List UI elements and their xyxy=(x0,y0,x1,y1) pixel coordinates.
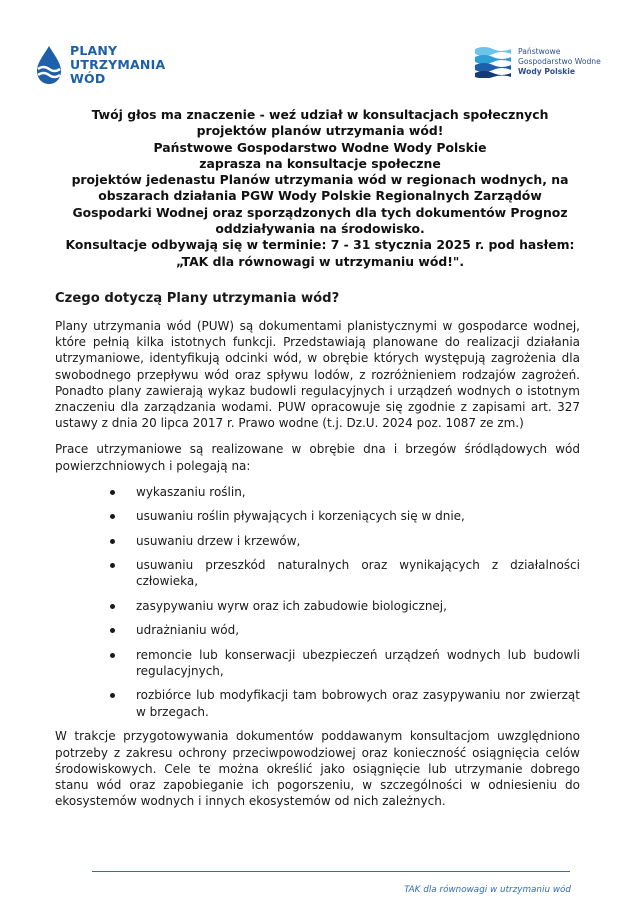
paragraph-environmental-goals: W trakcje przygotowywania dokumentów poddawanym konsultacjom uwzględniono potrzeby z zakresu ochrony przeciwpowodziowej oraz konieczność osiągnięcia celów środowiskowych. Cele te można określić jako osiągnięcie lub utrzymanie dobrego stanu wód oraz zapobieganie ich pogorszeniu, w szczególności w odniesieniu do ekosystemów wodnych i innych ekosystemów od nich zależnych. xyxy=(55,729,580,809)
page-header xyxy=(0,0,635,100)
intro-line-3: zaprasza na konsultacje społeczne xyxy=(199,155,441,171)
intro-line-2: Państwowe Gospodarstwo Wodne Wody Polskie xyxy=(153,139,487,155)
logo-line-2: UTRZYMANIA xyxy=(70,57,166,72)
footer-slogan: TAK dla równowagi w utrzymaniu wód xyxy=(404,885,571,895)
list-item: usuwaniu roślin pływających i korzeniących się w dnie, xyxy=(110,508,580,524)
list-item: wykaszaniu roślin, xyxy=(110,484,580,500)
logo-line-3: WÓD xyxy=(70,71,106,86)
footer-divider xyxy=(92,871,570,872)
plany-utrzymania-wod-logo xyxy=(34,44,165,86)
maintenance-works-list xyxy=(55,484,580,720)
intro-line-1: Twój głos ma znaczenie - weź udział w konsultacjach społecznych projektów planów utrzymania wód! xyxy=(91,107,549,139)
intro-line-6: „TAK dla równowagi w utrzymaniu wód!". xyxy=(175,253,465,269)
paragraph-maintenance-intro: Prace utrzymaniowe są realizowane w obrębie dna i brzegów śródlądowych wód powierzchniowych i polegają na: xyxy=(55,442,580,473)
section-title: Czego dotyczą Plany utrzymania wód? xyxy=(55,291,340,306)
waves-icon xyxy=(474,45,512,78)
intro-line-5: Konsultacje odbywają się w terminie: 7 - 31 stycznia 2025 r. pod hasłem: xyxy=(65,237,575,253)
list-item: zasypywaniu wyrw oraz ich zabudowie biologicznej, xyxy=(110,598,580,614)
main-content xyxy=(55,290,580,819)
list-item: usuwaniu przeszkód naturalnych oraz wynikających z działalności człowieka, xyxy=(110,557,580,590)
logo-right-line-2: Gospodarstwo Wodne xyxy=(518,56,601,66)
list-item: udrażnianiu wód, xyxy=(110,622,580,638)
water-drop-icon xyxy=(34,44,64,86)
list-item: rozbiórce lub modyfikacji tam bobrowych oraz zasypywaniu nor zwierząt w brzegach. xyxy=(110,687,580,720)
intro-announcement xyxy=(60,107,580,270)
logo-right-line-1: Państwowe xyxy=(518,46,561,56)
list-item: remoncie lub konserwacji ubezpieczeń urządzeń wodnych lub budowli regulacyjnych, xyxy=(110,647,580,680)
paragraph-puw-definition: Plany utrzymania wód (PUW) są dokumentami planistycznymi w gospodarce wodnej, które pełnią kilka istotnych funkcji. Przedstawiają planowane do realizacji działania utrzymaniowe, identyfikują odcinki wód, w obrębie których występują zagrożenia dla swobodnego przepływu wód oraz spływu lodów, z rozróżnieniem rodzajów zagrożeń. Ponadto plany zawierają wykaz budowli regulacyjnych i urządzeń wodnych o istotnym znaczeniu dla zarządzania wodami. PUW opracowuje się zgodnie z zapisami art. 327 ustawy z dnia 20 lipca 2017 r. Prawo wodne (t.j. Dz.U. 2024 poz. 1087 ze zm.) xyxy=(55,319,580,431)
list-item: usuwaniu drzew i krzewów, xyxy=(110,533,580,549)
wody-polskie-logo xyxy=(474,45,601,78)
intro-line-4: projektów jedenastu Planów utrzymania wód w regionach wodnych, na obszarach działania PGW Wody Polskie Regionalnych Zarządów Gospodarki Wodnej oraz sporządzonych dla tych dokumentów Prognoz oddziaływania na środowisko. xyxy=(71,172,569,237)
logo-right-line-3: Wody Polskie xyxy=(518,66,576,76)
logo-line-1: PLANY xyxy=(70,43,118,58)
